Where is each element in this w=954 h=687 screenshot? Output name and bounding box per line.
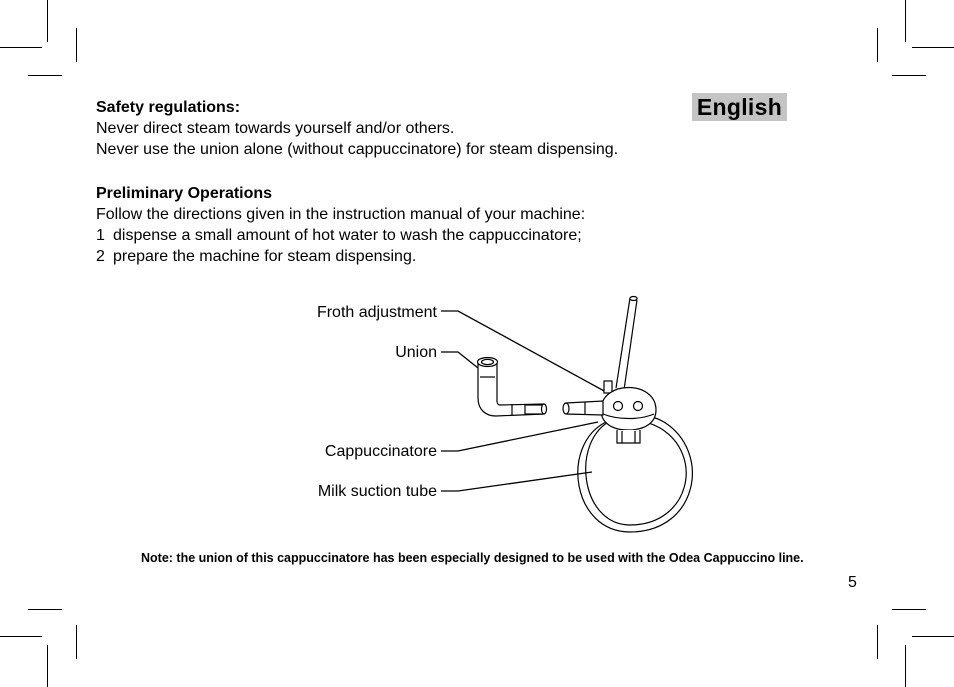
safety-line: Never use the union alone (without cappuccinatore) for steam dispensing. (96, 141, 619, 158)
step-number: 2 (96, 248, 105, 265)
callout-cappuccinatore: Cappuccinatore (324, 443, 437, 460)
page-number: 5 (848, 574, 857, 591)
preliminary-heading: Preliminary Operations (96, 185, 273, 202)
safety-heading: Safety regulations: (96, 99, 241, 116)
union-part (478, 358, 547, 417)
step-text: prepare the machine for steam dispensing. (113, 248, 417, 265)
preliminary-intro: Follow the directions given in the instruction manual of your machine: (96, 206, 586, 223)
language-badge: English (692, 93, 787, 121)
step-number: 1 (96, 227, 105, 244)
leader-lines (441, 311, 606, 491)
callout-froth-adjustment: Froth adjustment (316, 304, 437, 321)
froth-tube (616, 297, 637, 391)
cappuccinatore-body (563, 381, 656, 443)
safety-line: Never direct steam towards yourself and/or others. (96, 120, 455, 137)
callout-union: Union (395, 344, 437, 361)
callout-milk-suction-tube: Milk suction tube (317, 483, 437, 500)
note-text: Note: the union of this cappuccinatore has been especially designed to be used with the Odea Cappuccino line. (141, 551, 804, 565)
step-text: dispense a small amount of hot water to wash the cappuccinatore; (113, 227, 582, 244)
